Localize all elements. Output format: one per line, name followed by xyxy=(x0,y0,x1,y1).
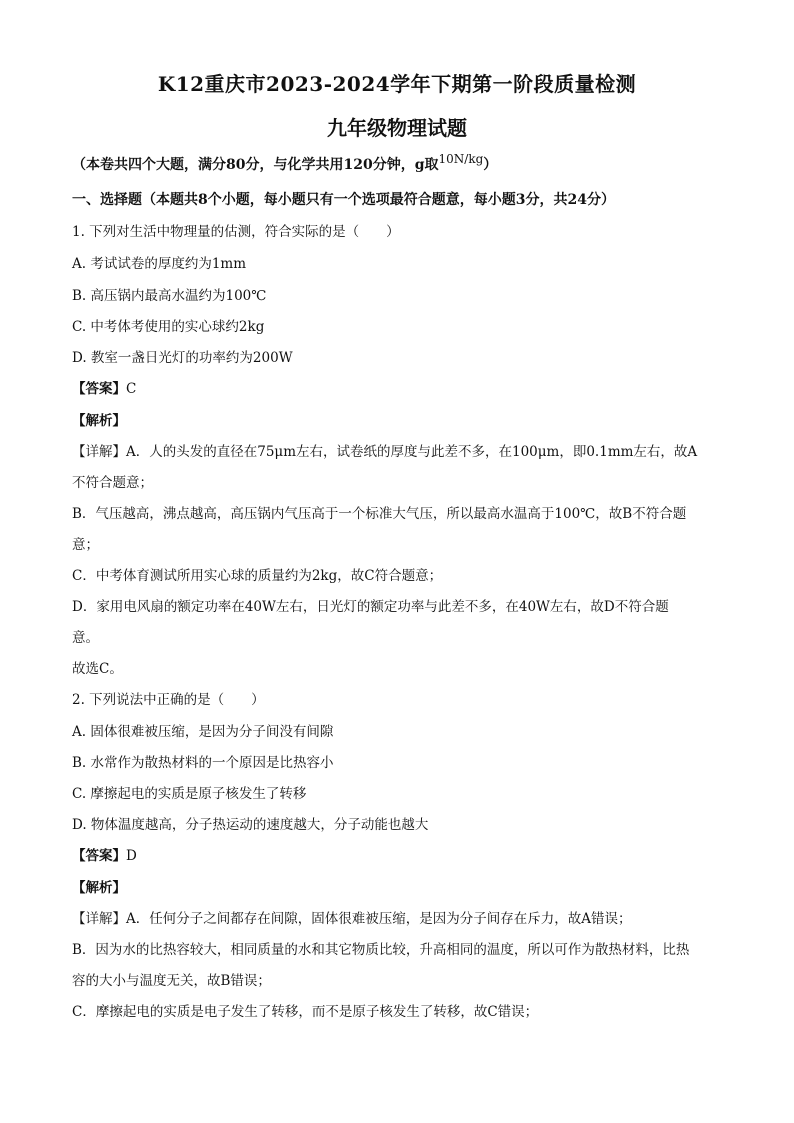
q2-detail-line: C．摩擦起电的实质是电子发生了转移，而不是原子核发生了转移，故C错误； xyxy=(72,1004,539,1020)
q1-detail-line: D．家用电风扇的额定功率在40W左右，日光灯的额定功率与此差不多，在40W左右，故D不符合题 xyxy=(72,599,669,615)
q2-detail-line: 【详解】A．任何分子之间都存在间隙，固体很难被压缩，是因为分子间存在斥力，故A错误； xyxy=(72,911,632,927)
q2-detail-line: 容的大小与温度无关，故B错误； xyxy=(72,973,271,989)
q1-stem: 1. 下列对生活中物理量的估测，符合实际的是（ ） xyxy=(72,224,400,240)
q1-detail-line: 意； xyxy=(72,537,99,553)
q2-option-c: C. 摩擦起电的实质是原子核发生了转移 xyxy=(72,786,307,802)
q2-option-d: D. 物体温度越高，分子热运动的速度越大，分子动能也越大 xyxy=(72,817,429,833)
q1-analysis-label: 【解析】 xyxy=(72,413,126,429)
exam-note-text: （本卷共四个大题，满分80分，与化学共用120分钟，g取 xyxy=(72,157,439,173)
q1-option-a: A. 考试试卷的厚度约为1mm xyxy=(72,256,247,272)
q1-option-b: B. 高压锅内最高水温约为100℃ xyxy=(72,288,267,304)
q1-option-c: C. 中考体考使用的实心球约2kg xyxy=(72,319,265,335)
section-heading: 一、选择题（本题共8个小题，每小题只有一个选项最符合题意，每小题3分，共24分） xyxy=(72,192,615,208)
q2-option-a: A. 固体很难被压缩，是因为分子间没有间隙 xyxy=(72,724,334,740)
q2-answer-value: D xyxy=(126,848,137,864)
q2-answer-label: 【答案】 xyxy=(72,848,126,864)
q1-option-d: D. 教室一盏日光灯的功率约为200W xyxy=(72,350,293,366)
q2-detail-line: B．因为水的比热容较大，相同质量的水和其它物质比较，升高相同的温度，所以可作为散热材料，比热 xyxy=(72,942,690,958)
q2-analysis-label: 【解析】 xyxy=(72,880,126,896)
q1-detail-line: 不符合题意； xyxy=(72,475,153,491)
q1-answer xyxy=(72,379,136,399)
exam-note-unit: 10N/kg xyxy=(438,152,484,166)
q1-detail-line: 意。 xyxy=(72,630,99,646)
page-subtitle: 九年级物理试题 xyxy=(327,116,467,140)
exam-note-close: ） xyxy=(483,157,498,173)
q2-stem: 2. 下列说法中正确的是（ ） xyxy=(72,692,265,708)
q2-answer xyxy=(72,846,137,866)
q1-detail-line: C．中考体育测试所用实心球的质量约为2kg，故C符合题意； xyxy=(72,568,443,584)
exam-note xyxy=(72,152,497,174)
q1-detail-line: B．气压越高，沸点越高，高压锅内气压高于一个标准大气压，所以最高水温高于100℃，故B不符合题 xyxy=(72,506,687,522)
q1-detail-line: 故选C。 xyxy=(72,661,123,677)
q1-answer-value: C xyxy=(126,381,137,397)
q1-detail-line: 【详解】A．人的头发的直径在75μm左右，试卷纸的厚度与此差不多，在100μm，即0.1mm左右，故A xyxy=(72,444,698,460)
q1-answer-label: 【答案】 xyxy=(72,381,126,397)
page-title: K12重庆市2023-2024学年下期第一阶段质量检测 xyxy=(157,72,637,96)
q2-option-b: B. 水常作为散热材料的一个原因是比热容小 xyxy=(72,755,334,771)
